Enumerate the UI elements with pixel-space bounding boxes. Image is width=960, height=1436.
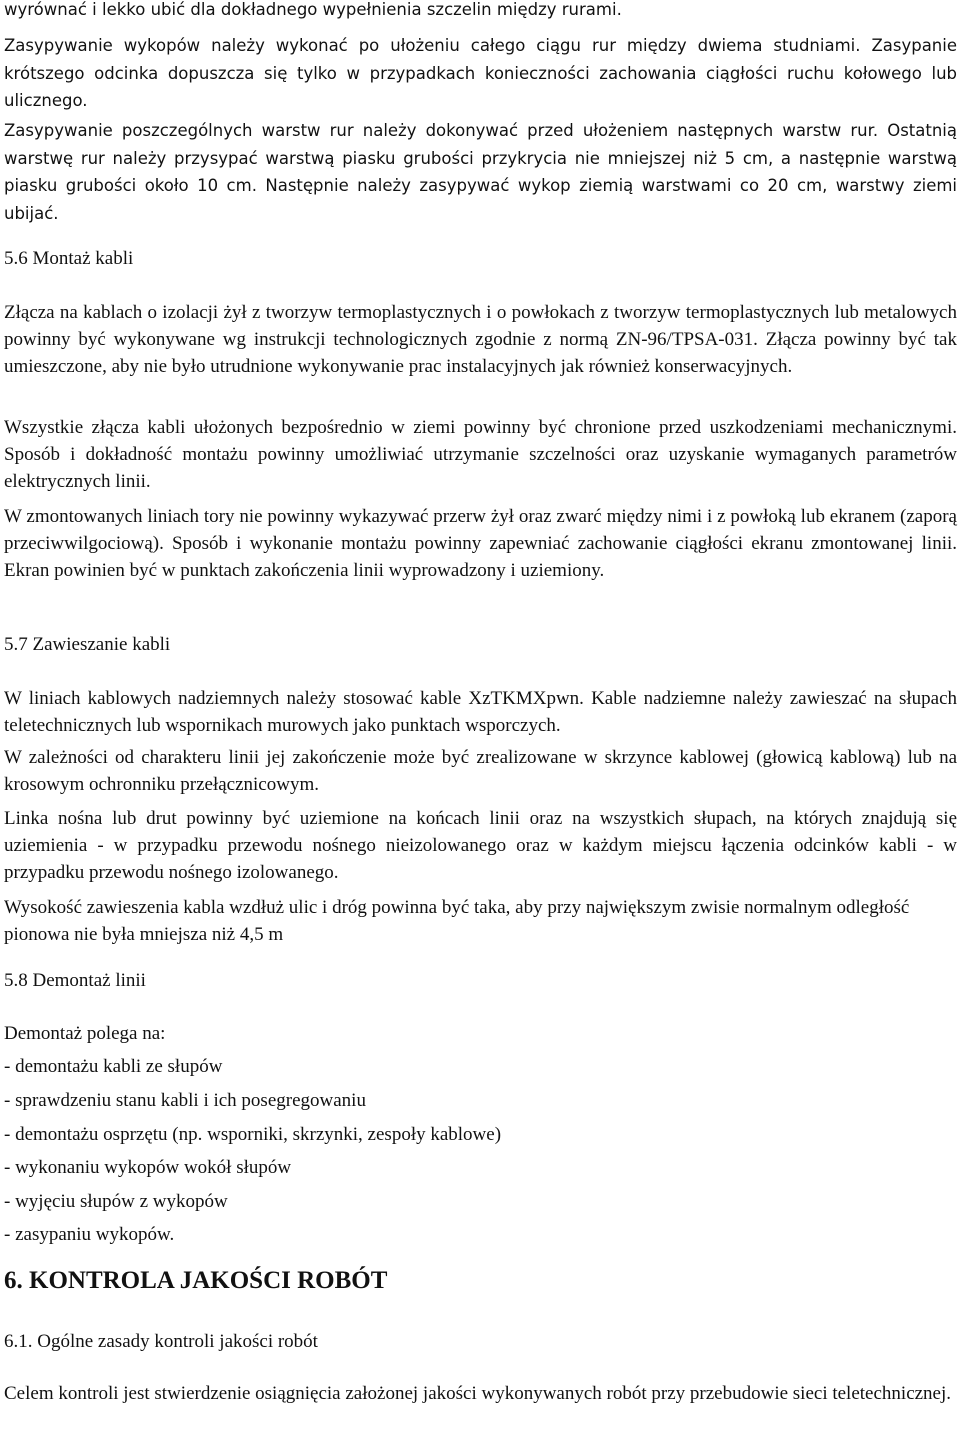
list-item: - wyjęciu słupów z wykopów — [4, 1191, 228, 1212]
paragraph-grounding: Linka nośna lub drut powinny być uziemione na końcach linii oraz na wszystkich słupach, na których znajdują się uziemienia - w przypadku przewodu nośnego nieizolowanego oraz w każdym miejscu łączenia odcinków kabli - w przypadku przewodu nośnego izolowanego. — [4, 808, 957, 883]
section-heading-6-1: 6.1. Ogólne zasady kontroli jakości robót — [4, 1331, 318, 1352]
paragraph-line-termination: W zależności od charakteru linii jej zakończenie może być zrealizowane w skrzynce kablowej (głowicą kablową) lub na krosowym ochronniku przełącznicowym. — [4, 747, 957, 795]
list-item: - wykonaniu wykopów wokół słupów — [4, 1157, 292, 1178]
list-intro: Demontaż polega na: — [4, 1023, 166, 1044]
section-heading-5-7: 5.7 Zawieszanie kabli — [4, 634, 171, 655]
paragraph-quality-control-goal: Celem kontroli jest stwierdzenie osiągnięcia założonej jakości wykonywanych robót przy przebudowie sieci teletechnicznej. — [4, 1383, 952, 1404]
list-item: - demontażu osprzętu (np. wsporniki, skrzynki, zespoły kablowe) — [4, 1124, 502, 1145]
list-item: - zasypaniu wykopów. — [4, 1224, 175, 1245]
section-heading-5-8: 5.8 Demontaż linii — [4, 970, 146, 991]
list-item: - sprawdzeniu stanu kabli i ich posegregowaniu — [4, 1090, 366, 1111]
paragraph-cable-joints: Złącza na kablach o izolacji żył z tworzyw termoplastycznych i o powłokach z tworzyw termoplastycznych lub metalowych powinny być wykonywane wg instrukcji technologicznych zgodnie z normą ZN-96/TPSA-031. Złącza powinny być tak umieszczone, aby nie było utrudnione wykonywanie prac instalacyjnych jak również konserwacyjnych. — [4, 302, 957, 377]
paragraph-sag-height: Wysokość zawieszenia kabla wzdłuż ulic i dróg powinna być taka, aby przy największym zwisie normalnym odległość pionowa nie była mniejsza niż 4,5 m — [4, 897, 910, 945]
section-heading-5-6: 5.6 Montaż kabli — [4, 248, 134, 269]
paragraph-backfill-order: Zasypywanie wykopów należy wykonać po ułożeniu całego ciągu rur między dwiema studniami. Zasypanie krótszego odcinka dopuszcza się tylko w przypadkach konieczności zachowania ciągłości ruchu kołowego lub ulicznego. — [4, 36, 957, 110]
list-item: - demontażu kabli ze słupów — [4, 1056, 223, 1077]
paragraph-continuation: wyrównać i lekko ubić dla dokładnego wypełnienia szczelin między rurami. — [4, 0, 622, 19]
paragraph-line-continuity: W zmontowanych liniach tory nie powinny wykazywać przerw żył oraz zwarć między nimi i z powłoką lub ekranem (zaporą przeciwwilgociową). Sposób i wykonanie montażu powinny zapewniać zachowanie ciągłości ekranu zmontowanej linii. Ekran powinien być w punktach zakończenia linii wyprowadzony i uziemiony. — [4, 506, 957, 581]
chapter-heading-6: 6. KONTROLA JAKOŚCI ROBÓT — [4, 1267, 388, 1294]
paragraph-backfill-layers: Zasypywanie poszczególnych warstw rur należy dokonywać przed ułożeniem następnych warstw rur. Ostatnią warstwę rur należy przysypać warstwą piasku grubości przykrycia nie mniejszej niż 5 cm, a następnie warstwą piasku grubości około 10 cm. Następnie należy zasypywać wykop ziemią warstwami co 20 cm, warstwy ziemi ubijać. — [4, 121, 957, 223]
paragraph-joint-protection: Wszystkie złącza kabli ułożonych bezpośrednio w ziemi powinny być chronione przed uszkodzeniami mechanicznymi. Sposób i dokładność montażu powinny umożliwiać utrzymanie szczelności oraz uzyskanie wymaganych parametrów elektrycznych linii. — [4, 417, 957, 492]
paragraph-aerial-cables: W liniach kablowych nadziemnych należy stosować kable XzTKMXpwn. Kable nadziemne należy zawieszać na słupach teletechnicznych lub wspornikach murowych jako punktach wsporczych. — [4, 688, 957, 736]
